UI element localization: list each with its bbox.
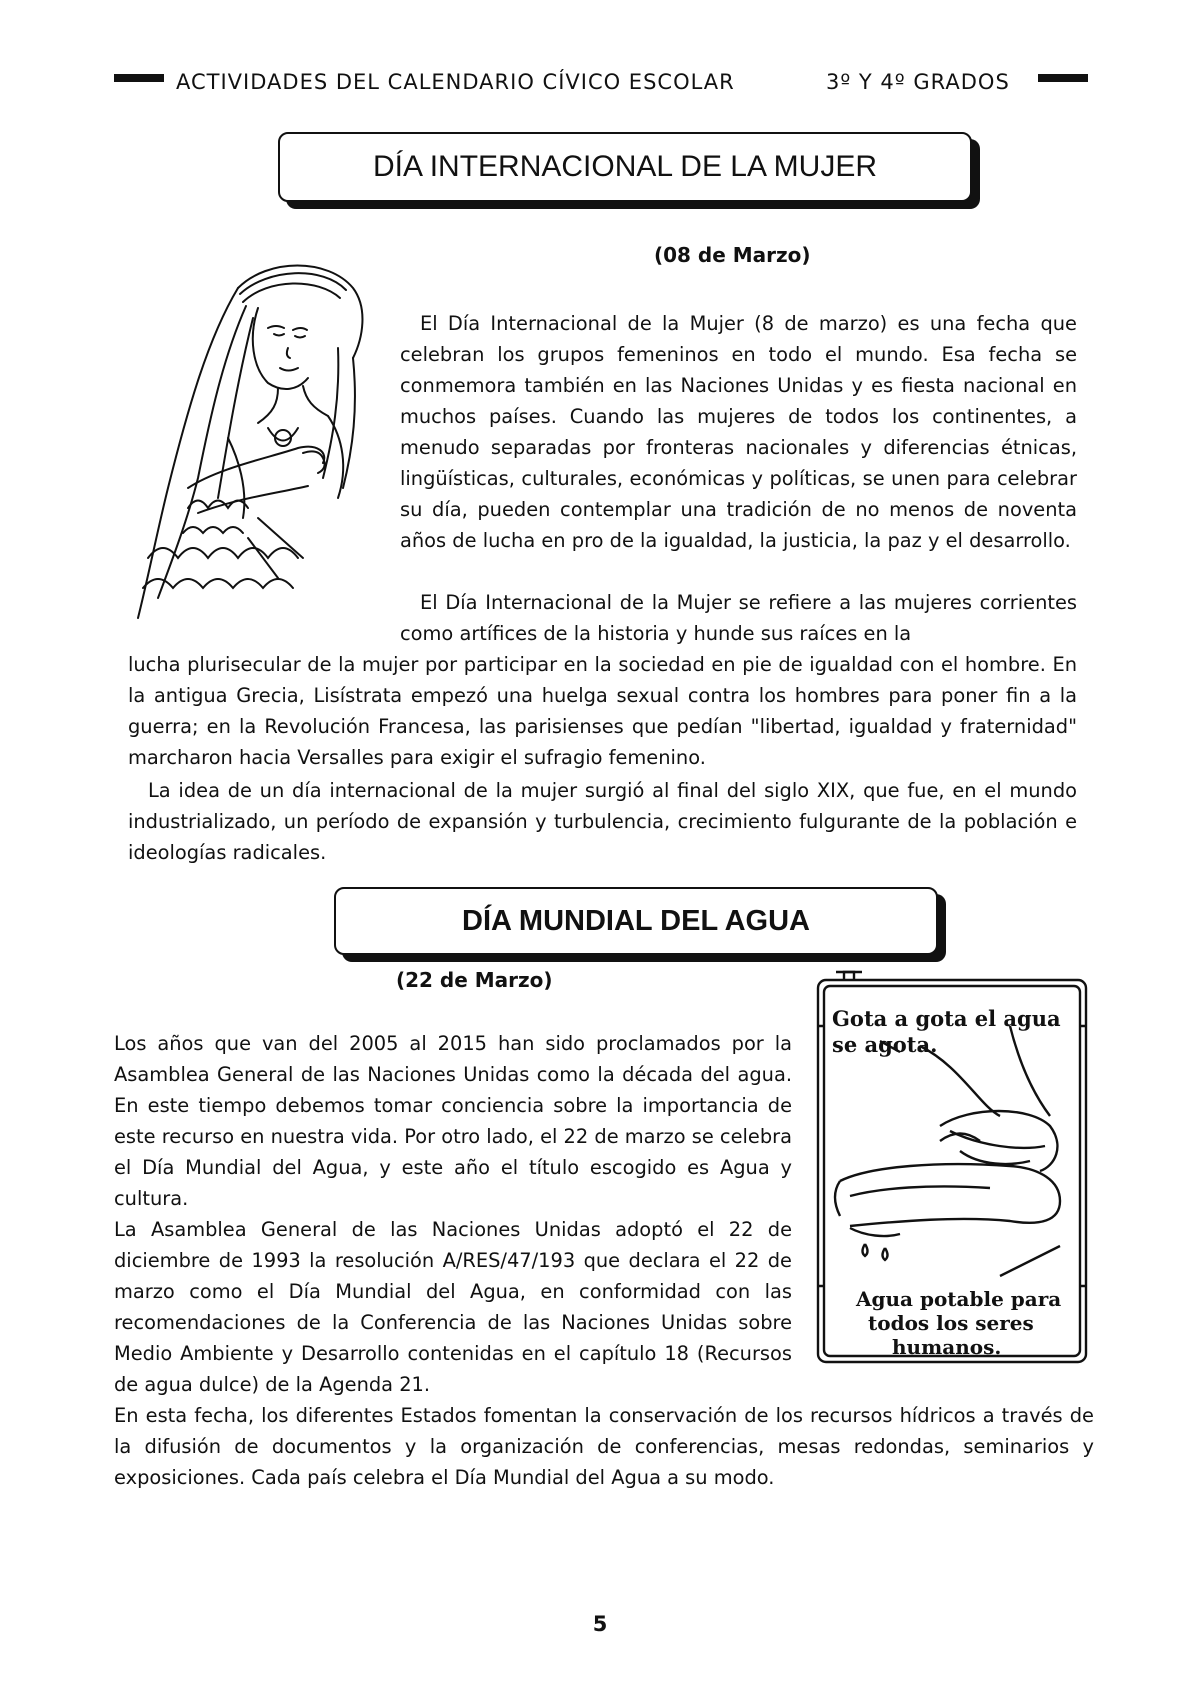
- section-title-agua: DÍA MUNDIAL DEL AGUA: [462, 904, 810, 937]
- poster-caption-bottom-l1: Agua potable para: [856, 1287, 1062, 1311]
- header-grade: 3º Y 4º GRADOS: [826, 70, 1010, 94]
- mujer-paragraph-1: El Día Internacional de la Mujer (8 de marzo) es una fecha que celebran los grupos femeninos en todo el mundo. Esa fecha se conmemora también en las Naciones Unidas y es fiesta nacional en muchos países. Cuando las mujeres de todos los continentes, a menudo separadas por fronteras nacionales y diferencias étnicas, lingüísticas, culturales, económicas y políticas, se unen para celebrar su día, pueden contemplar una tradición de no menos de noventa años de lucha en pro de la igualdad, la justicia, la paz y el desarrollo.: [400, 312, 1077, 552]
- section-title-mujer: DÍA INTERNACIONAL DE LA MUJER: [373, 150, 877, 183]
- header-bar-left: [114, 74, 164, 82]
- section-title-box-mujer: [278, 132, 972, 202]
- poster-caption-top-l2: se agota.: [832, 1032, 938, 1057]
- date-agua: (22 de Marzo): [396, 968, 553, 992]
- mujer-paragraph-2-wrap: El Día Internacional de la Mujer se refiere a las mujeres corrientes como artífices de la historia y hunde sus raíces en la: [400, 591, 1077, 645]
- header-bar-right: [1038, 74, 1088, 82]
- poster-caption-bottom-l3: humanos.: [892, 1335, 1002, 1359]
- page-number: 5: [592, 1612, 608, 1636]
- woman-illustration: [128, 258, 378, 638]
- poster-caption-top-l1: Gota a gota el agua: [832, 1006, 1061, 1031]
- date-mujer: (08 de Marzo): [654, 243, 811, 267]
- header-title: ACTIVIDADES DEL CALENDARIO CÍVICO ESCOLAR: [176, 70, 735, 94]
- mujer-paragraph-2-cont: lucha plurisecular de la mujer por participar en la sociedad en pie de igualdad con el hombre. En la antigua Grecia, Lisístrata empezó una huelga sexual contra los hombres para poner fin a la guerra; en la Revolución Francesa, las parisienses que pedían "libertad, igualdad y fraternidad" marcharon hacia Versalles para exigir el sufragio femenino.: [128, 653, 1077, 769]
- poster-caption-bottom-l2: todos los seres: [868, 1311, 1034, 1335]
- agua-paragraph-2: La Asamblea General de las Naciones Unidas adoptó el 22 de diciembre de 1993 la resolución A/RES/47/193 que declara el 22 de marzo como el Día Mundial del Agua, en conformidad con las recomendaciones de la Conferencia de las Naciones Unidas sobre Medio Ambiente y Desarrollo contenidas en el capítulo 18 (Recursos de agua dulce) de la Agenda 21.: [114, 1218, 792, 1396]
- water-poster-illustration: [810, 966, 1096, 1374]
- agua-paragraph-1: Los años que van del 2005 al 2015 han sido proclamados por la Asamblea General de las Naciones Unidas como la década del agua. En este tiempo debemos tomar conciencia sobre la importancia de este recurso en nuestra vida. Por otro lado, el 22 de marzo se celebra el Día Mundial del Agua, y este año el título escogido es Agua y cultura.: [114, 1032, 792, 1210]
- agua-paragraph-3: En esta fecha, los diferentes Estados fomentan la conservación de los recursos hídricos a través de la difusión de documentos y la organización de conferencias, mesas redondas, seminarios y exposiciones. Cada país celebra el Día Mundial del Agua a su modo.: [114, 1404, 1094, 1489]
- mujer-paragraph-3: La idea de un día internacional de la mujer surgió al final del siglo XIX, que fue, en el mundo industrializado, un período de expansión y turbulencia, crecimiento fulgurante de la población e ideologías radicales.: [128, 779, 1077, 864]
- section-title-box-agua: [334, 887, 938, 955]
